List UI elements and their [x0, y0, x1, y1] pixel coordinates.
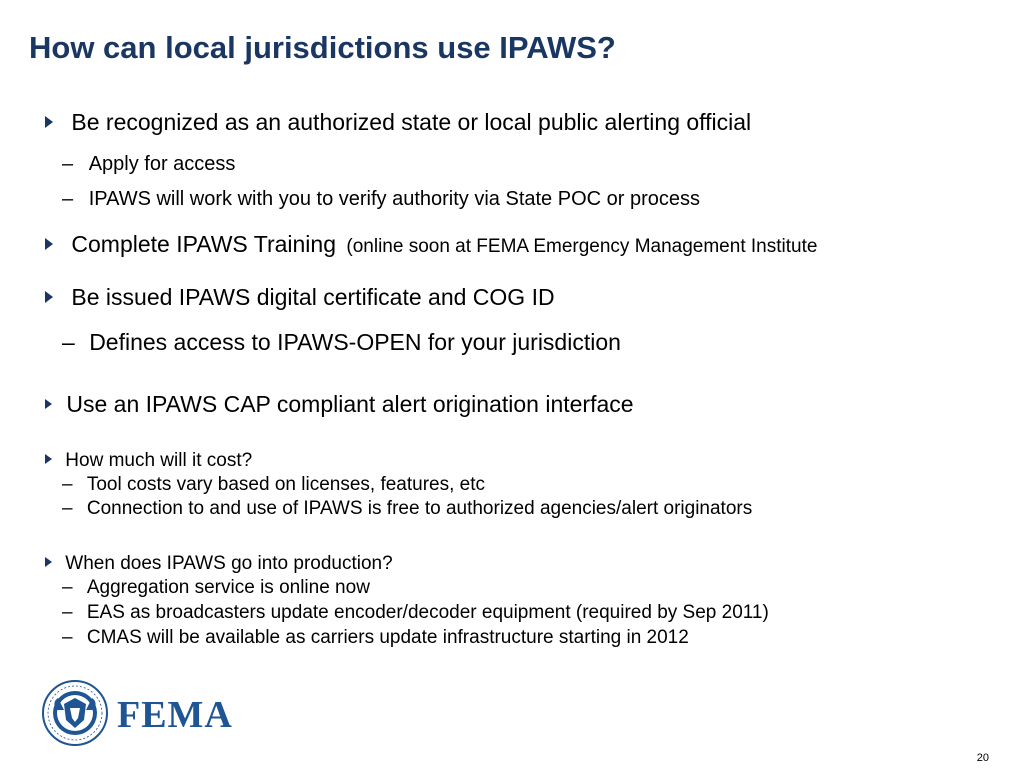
dash-icon: – — [62, 474, 73, 495]
dash-icon: – — [62, 329, 75, 355]
bullet-item — [45, 451, 252, 470]
dash-icon: – — [62, 498, 73, 519]
bullet-arrow-icon — [45, 116, 53, 128]
dhs-seal-icon — [42, 680, 108, 746]
bullet-text: Complete IPAWS Training — [71, 231, 336, 257]
bullet-item — [45, 393, 634, 416]
bullet-arrow-icon — [45, 291, 53, 303]
sub-bullet-text: EAS as broadcasters update encoder/decoder equipment (required by Sep 2011) — [86, 602, 769, 623]
bullet-arrow-icon — [45, 557, 52, 567]
fema-wordmark: FEMA — [117, 694, 233, 736]
sub-bullet-item — [62, 331, 621, 354]
sub-bullet-text: Connection to and use of IPAWS is free to authorized agencies/alert originators — [86, 498, 753, 519]
bullet-text: When does IPAWS go into production? — [65, 553, 393, 574]
sub-bullet-text: Tool costs vary based on licenses, features, etc — [86, 474, 486, 495]
sub-bullet-item — [62, 475, 485, 494]
fema-logo — [42, 680, 242, 750]
bullet-arrow-icon — [45, 454, 52, 464]
sub-bullet-text: Aggregation service is online now — [86, 577, 370, 598]
sub-bullet-text: IPAWS will work with you to verify authority via State POC or process — [88, 188, 700, 210]
sub-bullet-text: Apply for access — [88, 153, 236, 175]
bullet-arrow-icon — [45, 399, 52, 409]
bullet-text: Be recognized as an authorized state or local public alerting official — [71, 109, 752, 135]
bullet-note: (online soon at FEMA Emergency Management Institute — [346, 236, 818, 257]
sub-bullet-item — [62, 628, 689, 647]
dash-icon: – — [62, 627, 73, 648]
dash-icon: – — [62, 602, 73, 623]
bullet-text: How much will it cost? — [65, 450, 253, 471]
sub-bullet-text: Defines access to IPAWS-OPEN for your jurisdiction — [89, 329, 621, 355]
sub-bullet-item — [62, 499, 752, 518]
bullet-text: Be issued IPAWS digital certificate and COG ID — [71, 284, 555, 310]
slide-title: How can local jurisdictions use IPAWS? — [29, 30, 616, 65]
sub-bullet-text: CMAS will be available as carriers update infrastructure starting in 2012 — [86, 627, 689, 648]
sub-bullet-item — [62, 189, 700, 209]
bullet-item — [45, 233, 817, 256]
dash-icon: – — [62, 188, 74, 210]
sub-bullet-item — [62, 154, 235, 174]
sub-bullet-item — [62, 603, 769, 622]
dash-icon: – — [62, 153, 74, 175]
bullet-arrow-icon — [45, 238, 53, 250]
bullet-text: Use an IPAWS CAP compliant alert origination interface — [66, 391, 634, 417]
dash-icon: – — [62, 577, 73, 598]
bullet-item — [45, 286, 555, 309]
page-number: 20 — [976, 752, 989, 764]
bullet-item — [45, 554, 393, 573]
sub-bullet-item — [62, 578, 370, 597]
bullet-item — [45, 111, 751, 134]
